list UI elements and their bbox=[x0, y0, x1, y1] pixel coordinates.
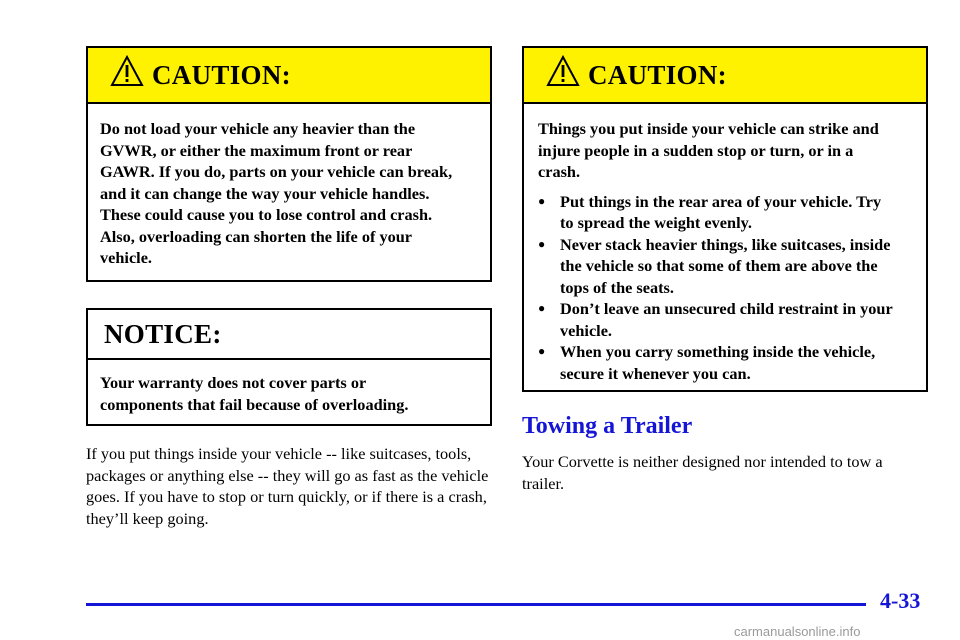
list-item: ● When you carry something inside the vehicle, secure it whenever you can. bbox=[538, 341, 896, 384]
towing-paragraph: Your Corvette is neither designed nor intended to tow a trailer. bbox=[522, 452, 883, 493]
section-title-towing: Towing a Trailer bbox=[522, 413, 693, 439]
caution-body bbox=[88, 104, 490, 269]
caution-text: Do not load your vehicle any heavier than the GVWR, or either the maximum front or rear GAWR. If you do, parts on your vehicle can break, and it can change the way your vehicle handles. These could cause you to lose control and crash. Also, overloading can shorten the life of your vehicle. bbox=[100, 119, 453, 267]
cargo-paragraph: If you put things inside your vehicle -- like suitcases, tools, packages or anything else -- they will go as fast as the vehicle goes. If you have to stop or turn quickly, or if there is a crash, they’ll keep going. bbox=[86, 444, 489, 528]
caution-intro: Things you put inside your vehicle can strike and injure people in a sudden stop or turn, or in a crash. bbox=[538, 119, 879, 181]
caution-title: CAUTION: bbox=[152, 59, 291, 90]
caution-bullet-list bbox=[538, 191, 896, 385]
notice-title: NOTICE: bbox=[104, 318, 222, 349]
notice-body bbox=[88, 360, 490, 415]
warning-triangle-icon bbox=[110, 55, 144, 87]
list-item: ● Never stack heavier things, like suitcases, inside the vehicle so that some of them are above the tops of the seats. bbox=[538, 234, 896, 299]
footer-rule bbox=[86, 603, 866, 606]
list-item: ● Don’t leave an unsecured child restraint in your vehicle. bbox=[538, 298, 896, 341]
list-item: ● Put things in the rear area of your vehicle. Try to spread the weight evenly. bbox=[538, 191, 896, 234]
caution-title: CAUTION: bbox=[588, 59, 727, 90]
caution-header bbox=[524, 48, 926, 104]
page-number: 4-33 bbox=[880, 588, 921, 613]
notice-box bbox=[86, 308, 492, 426]
warning-triangle-icon bbox=[546, 55, 580, 87]
caution-box-cargo bbox=[522, 46, 928, 392]
watermark-text: carmanualsonline.info bbox=[734, 624, 861, 639]
notice-header bbox=[88, 310, 490, 360]
caution-box-overload bbox=[86, 46, 492, 282]
notice-text: Your warranty does not cover parts or components that fail because of overloading. bbox=[100, 373, 409, 414]
caution-header bbox=[88, 48, 490, 104]
caution-body bbox=[524, 104, 926, 384]
